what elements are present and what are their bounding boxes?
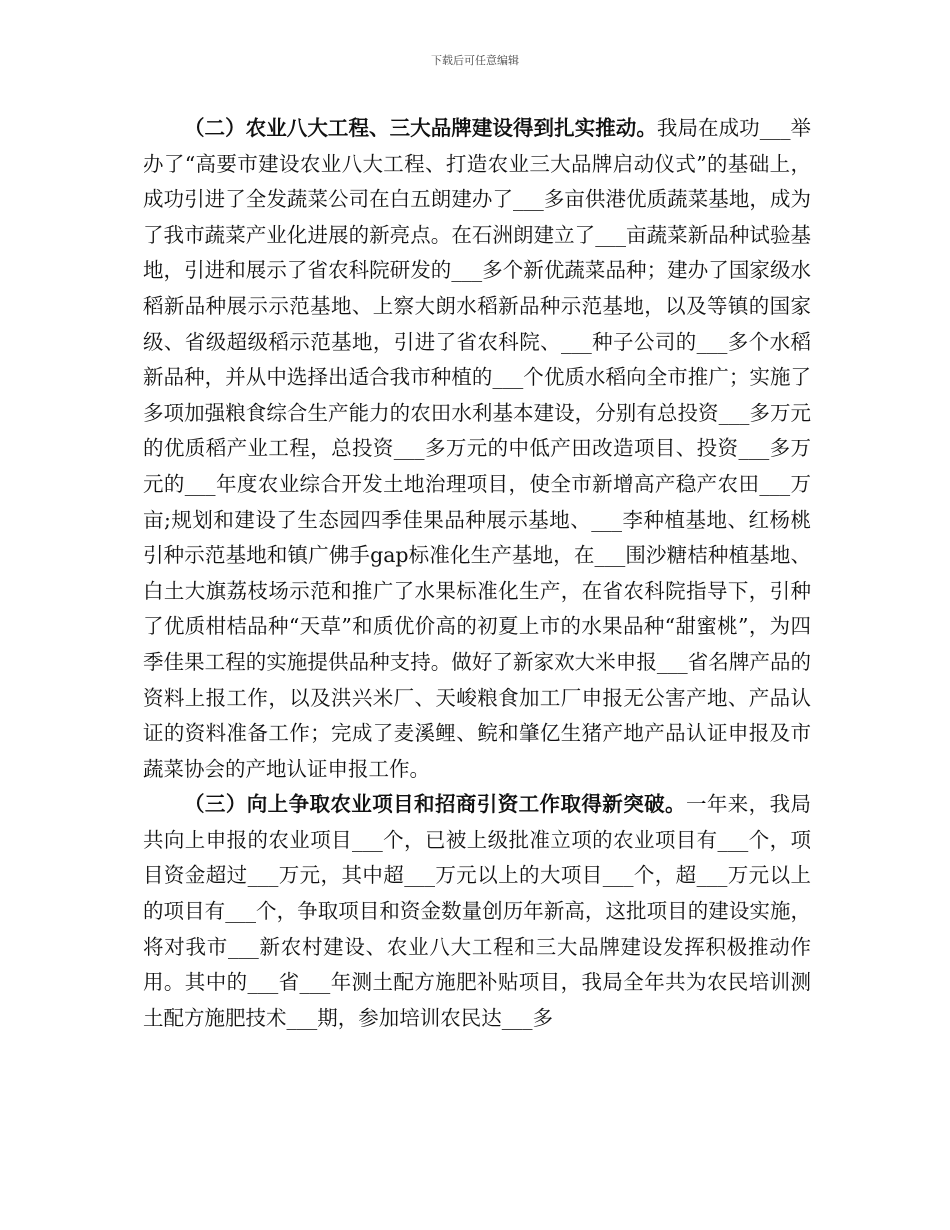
page-header: 下载后可任意编辑 [431,54,519,67]
paragraph-text: 我局在成功___举办了“高要市建设农业八大工程、打造农业三大品牌启动仪式”的基础上，成功引进了全发蔬菜公司在白五朗建办了___多亩供港优质蔬菜基地，成为了我市蔬菜产业化进展的新亮点。在石洲朗建立了___亩蔬菜新品种试验基地，引进和展示了省农科院研发的___多个新优蔬菜品种；建办了国家级水稻新品种展示示范基地、上察大朗水稻新品种示范基地，以及等镇的国家级、省级超级稻示范基地，引进了省农科院、___种子公司的___多个水稻新品种，并从中选择出适合我市种植的___个优质水稻向全市推广；实施了多项加强粮食综合生产能力的农田水利基本建设，分别有总投资___多万元的优质稻产业工程，总投资___多万元的中低产田改造项目、投资___多万元的___年度农业综合开发土地治理项目，使全市新增高产稳产农田___万亩;规划和建设了生态园四季佳果品种展示基地、___李种植基地、红杨桃引种示范基地和镇广佛手gap标准化生产基地，在___围沙糖桔种植基地、白土大旗荔枝场示范和推广了水果标准化生产，在省农科院指导下，引种了优质柑桔品种“天草”和质优价高的初夏上市的水果品种“甜蜜桃”，为四季佳果工程的实施提供品种支持。做好了新家欢大米申报___省名牌产品的资料上报工作，以及洪兴米厂、天峻粮食加工厂申报无公害产地、产品认证的资料准备工作；完成了麦溪鲤、鲩和肇亿生猪产地产品认证申报及市蔬菜协会的产地认证申报工作。 [143,116,812,781]
section-heading: （三）向上争取农业项目和招商引资工作取得新突破。 [184,792,686,817]
paragraph-agriculture-projects [143,111,811,787]
paragraph-text: 一年来，我局共向上申报的农业项目___个，已被上级批准立项的农业项目有___个，项目资金超过___万元，其中超___万元以上的大项目___个，超___万元以上的项目有___个，争取项目和资金数量创历年新高，这批项目的建设实施，将对我市___新农村建设、农业八大工程和三大品牌建设发挥积极推动作用。其中的___省___年测土配方施肥补贴项目，我局全年共为农民培训测土配方施肥技术___期，参加培训农民达___多 [143,792,812,1030]
paragraph-project-funding [143,787,811,1036]
section-heading: （二）农业八大工程、三大品牌建设得到扎实推动。 [184,116,657,140]
document-body [143,111,811,1036]
